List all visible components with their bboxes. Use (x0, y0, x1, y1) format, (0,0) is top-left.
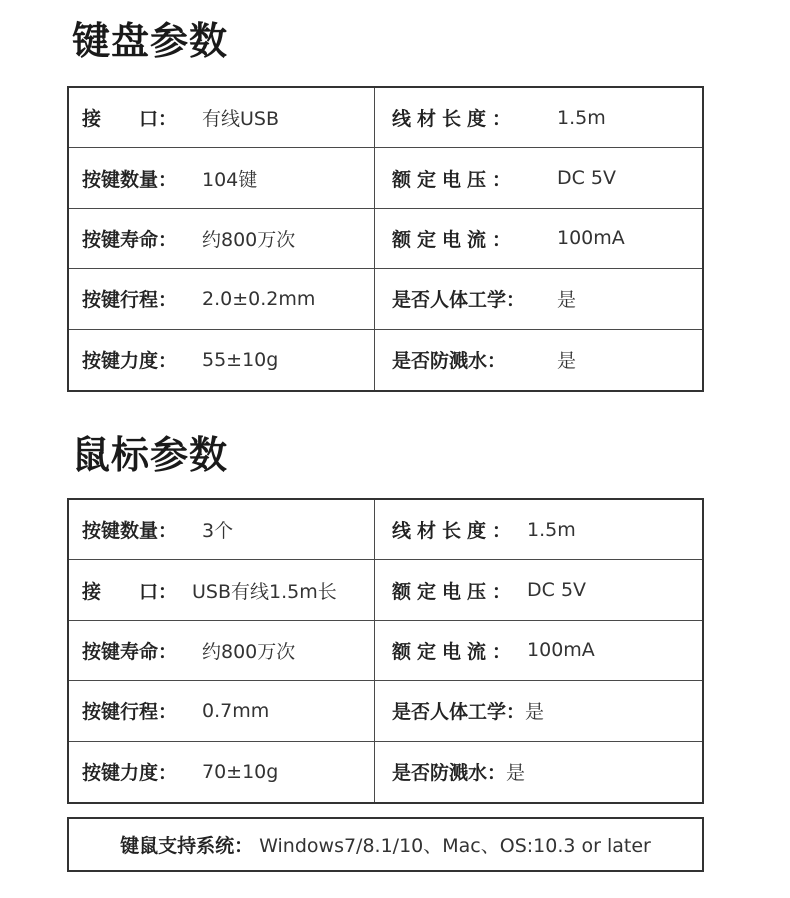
spec-cell (69, 330, 375, 390)
spec-cell (375, 500, 702, 559)
spec-label: 是否人体工学： (392, 289, 526, 312)
spec-label: 按键寿命： (82, 640, 178, 663)
spec-cell (69, 500, 375, 559)
mouse-section-title: 鼠标参数 (72, 433, 229, 477)
spec-value: DC 5V (557, 167, 617, 190)
spec-value: USB有线1.5m长 (192, 580, 337, 603)
os-support-value: Windows7/8.1/10、Mac、OS:10.3 or later (259, 835, 651, 857)
spec-cell (69, 148, 375, 207)
spec-value: 104键 (202, 168, 258, 191)
spec-value: DC 5V (527, 579, 587, 602)
spec-label: 线材长度： (392, 108, 518, 131)
spec-value: 是 (557, 350, 577, 373)
table-row (69, 681, 702, 741)
table-row (69, 560, 702, 620)
spec-value: 是 (557, 289, 577, 312)
spec-cell (69, 209, 375, 268)
spec-value: 约800万次 (202, 640, 296, 663)
keyboard-spec-table (67, 86, 704, 392)
spec-label: 额定电流： (392, 640, 518, 663)
spec-cell (69, 742, 375, 802)
table-row (69, 500, 702, 560)
table-row (69, 88, 702, 148)
spec-value: 2.0±0.2mm (202, 287, 316, 310)
table-row (69, 330, 702, 390)
spec-label: 线材长度： (392, 520, 518, 543)
spec-cell (375, 621, 702, 680)
spec-label: 接 口： (82, 580, 178, 603)
spec-value: 是 (525, 701, 545, 724)
spec-label: 按键行程： (82, 701, 178, 724)
os-support-box (67, 817, 704, 872)
spec-cell (69, 621, 375, 680)
spec-label: 按键数量： (82, 520, 178, 543)
spec-value: 70±10g (202, 760, 279, 783)
spec-value: 1.5m (557, 106, 606, 129)
table-row (69, 148, 702, 208)
spec-label: 按键力度： (82, 350, 178, 373)
spec-cell (69, 560, 375, 619)
spec-cell (375, 330, 702, 390)
spec-value: 有线USB (202, 108, 280, 131)
spec-value: 55±10g (202, 348, 279, 371)
spec-value: 约800万次 (202, 228, 296, 251)
spec-label: 按键寿命： (82, 228, 178, 251)
spec-cell (69, 269, 375, 328)
spec-cell (375, 209, 702, 268)
mouse-spec-table (67, 498, 704, 804)
spec-value: 3个 (202, 520, 234, 543)
spec-label: 接 口： (82, 108, 178, 131)
spec-cell (375, 148, 702, 207)
spec-value: 0.7mm (202, 699, 270, 722)
spec-cell (375, 88, 702, 147)
spec-cell (375, 681, 702, 740)
spec-value: 是 (506, 762, 526, 785)
table-row (69, 209, 702, 269)
spec-label: 是否防溅水： (392, 350, 507, 373)
spec-label: 按键力度： (82, 762, 178, 785)
spec-value: 100mA (527, 639, 595, 662)
os-support-label: 键鼠支持系统： (120, 835, 254, 857)
table-row (69, 269, 702, 329)
table-row (69, 742, 702, 802)
spec-value: 1.5m (527, 518, 576, 541)
spec-cell (69, 681, 375, 740)
spec-label: 是否人体工学： (392, 701, 526, 724)
spec-cell (375, 560, 702, 619)
keyboard-section-title: 键盘参数 (72, 19, 229, 63)
spec-label: 按键数量： (82, 168, 178, 191)
spec-label: 按键行程： (82, 289, 178, 312)
spec-label: 是否防溅水： (392, 762, 507, 785)
spec-value: 100mA (557, 227, 625, 250)
spec-label: 额定电流： (392, 228, 518, 251)
table-row (69, 621, 702, 681)
spec-cell (375, 742, 702, 802)
spec-label: 额定电压： (392, 168, 518, 191)
spec-cell (375, 269, 702, 328)
spec-label: 额定电压： (392, 580, 518, 603)
spec-cell (69, 88, 375, 147)
